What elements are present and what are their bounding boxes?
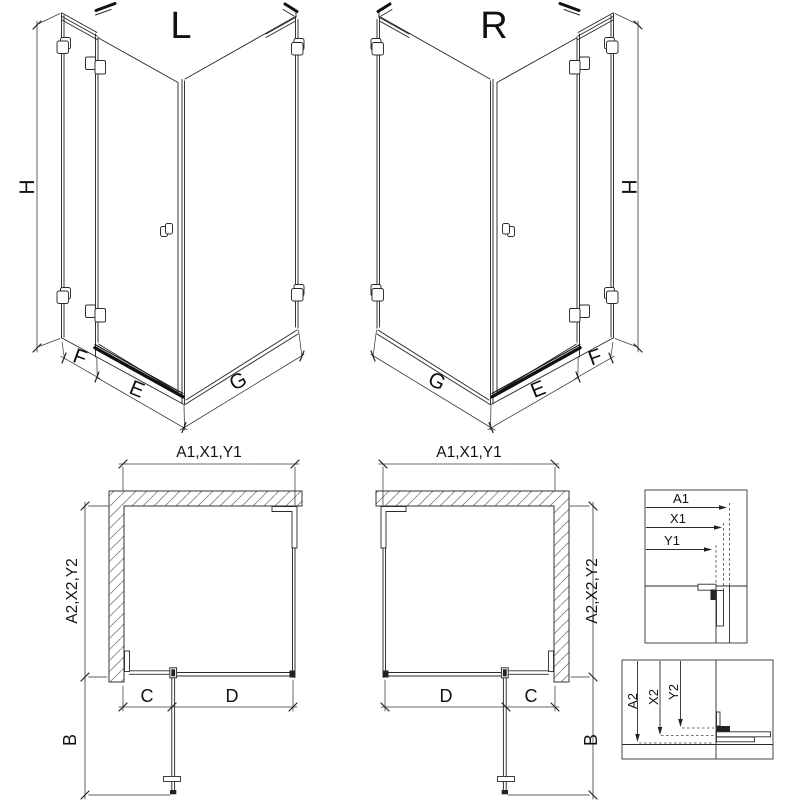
arrowhead-a2: [635, 734, 640, 742]
arrowhead-x2: [658, 727, 663, 735]
dim-label-door-right: E: [527, 376, 549, 403]
dim-label-door-left: E: [126, 376, 148, 403]
iso-view-left-geometry: [33, 4, 304, 433]
detail-box-depth: [622, 660, 773, 759]
iso-view-right-geometry: [371, 4, 642, 433]
arrowhead-x1: [714, 525, 722, 530]
dim-label-side-left: G: [225, 367, 251, 396]
detail-x2-label: X2: [646, 689, 661, 705]
plan-right-segment-d-label: D: [439, 686, 453, 706]
plan-right-door-swing-label: B: [581, 733, 601, 747]
plan-left-width-label: A1,X1,Y1: [176, 444, 242, 461]
detail-a1-label: A1: [673, 491, 689, 506]
dim-label-height-right: H: [617, 179, 640, 195]
plan-left-segment-c-label: C: [140, 686, 154, 706]
detail-box-width: [645, 490, 747, 643]
dim-label-fixed-right: F: [585, 344, 606, 371]
plan-right-width-label: A1,X1,Y1: [436, 444, 502, 461]
dim-label-height-left: H: [16, 179, 39, 195]
detail-y2-label: Y2: [666, 684, 681, 700]
detail-a2-label: A2: [625, 693, 640, 709]
arrowhead-y1: [704, 547, 712, 552]
iso-left-title: L: [170, 5, 192, 47]
plan-right-segment-c-label: C: [524, 686, 538, 706]
detail-y1-label: Y1: [664, 533, 680, 548]
detail-x1-label: X1: [670, 511, 686, 526]
iso-right-title: R: [480, 5, 508, 47]
plan-left-segment-d-label: D: [225, 686, 239, 706]
plan-left-wall-hatched: [109, 491, 302, 682]
dim-label-side-right: G: [424, 367, 450, 396]
plan-left-door-swing-label: B: [60, 733, 80, 747]
plan-left-depth-label: A2,X2,Y2: [64, 558, 81, 624]
plan-right-wall-hatched: [376, 491, 569, 682]
arrowhead-y2: [678, 719, 683, 727]
arrowhead-a1: [719, 505, 727, 510]
dim-label-fixed-left: F: [69, 344, 90, 371]
plan-right-depth-label: A2,X2,Y2: [584, 558, 601, 624]
